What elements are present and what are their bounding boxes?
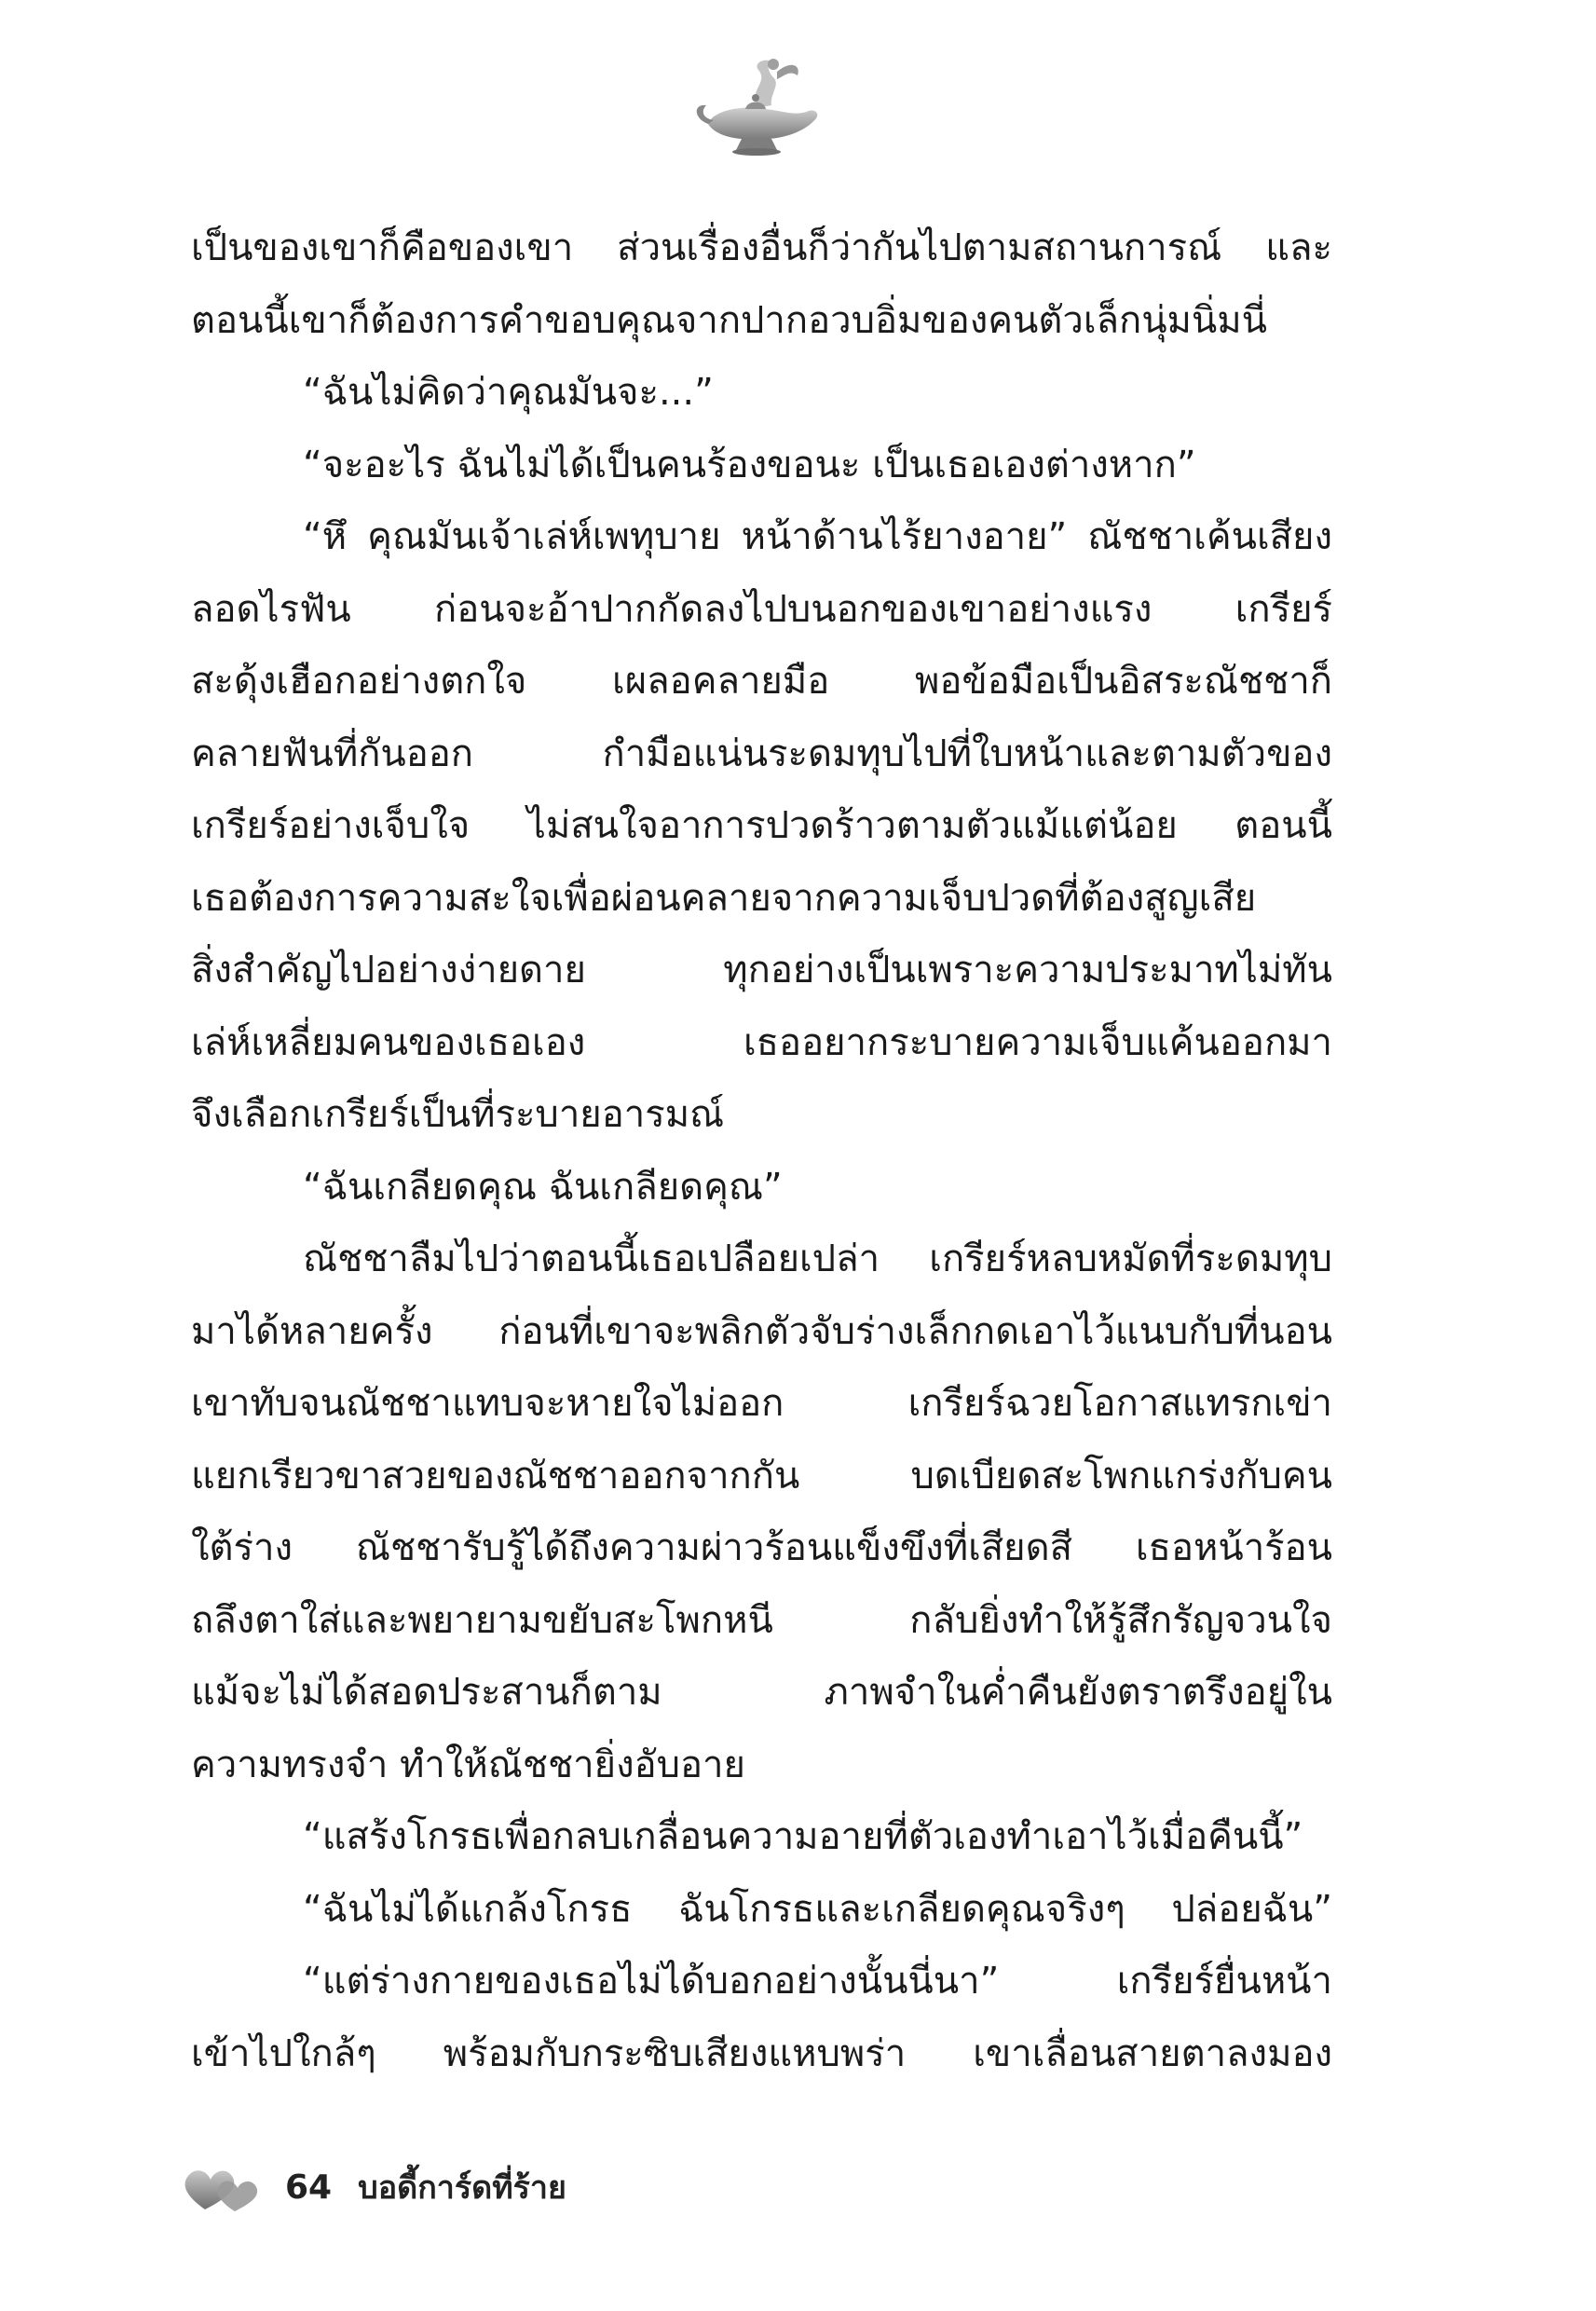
text-line: “ฉันไม่คิดว่าคุณมันจะ...” [303,371,714,414]
text-line: “แต่ร่างกายของเธอไม่ได้บอกอย่างนั้นนี่นา” เกรียร์ยื่นหน้า [303,1960,1332,2003]
text-line: สะดุ้งเฮือกอย่างตกใจ เผลอคลายมือ พอข้อมือเป็นอิสระณัชชาก็ [191,660,1332,703]
page-number: 64 [285,2167,333,2207]
text-line: เกรียร์อย่างเจ็บใจ ไม่สนใจอาการปวดร้าวตามตัวแม้แต่น้อย ตอนนี้ [191,804,1332,847]
text-line: “จะอะไร ฉันไม่ได้เป็นคนร้องขอนะ เป็นเธอเองต่างหาก” [303,443,1196,486]
text-line: แม้จะไม่ได้สอดประสานก็ตาม ภาพจำในค่ำคืนยังตราตรึงอยู่ใน [191,1671,1332,1714]
text-line: มาได้หลายครั้ง ก่อนที่เขาจะพลิกตัวจับร่างเล็กกดเอาไว้แนบกับที่นอน [191,1309,1332,1353]
text-line: ถลึงตาใส่และพยายามขยับสะโพกหนี กลับยิ่งทำให้รู้สึกรัญจวนใจ [191,1598,1332,1642]
text-line: เธอต้องการความสะใจเพื่อผ่อนคลายจากความเจ็บปวดที่ต้องสูญเสีย [191,876,1257,920]
text-line: สิ่งสำคัญไปอย่างง่ายดาย ทุกอย่างเป็นเพราะความประมาทไม่ทัน [191,949,1332,991]
text-line: “ฉันเกลียดคุณ ฉันเกลียดคุณ” [303,1165,783,1209]
text-line: เล่ห์เหลี่ยมคนของเธอเอง เธออยากระบายความเจ็บแค้นออกมา [191,1020,1332,1064]
text-line: เข้าไปใกล้ๆ พร้อมกับกระซิบเสียงแหบพร่า เขาเลื่อนสายตาลงมอง [191,2031,1332,2075]
text-line: แยกเรียวขาสวยของณัชชาออกจากกัน บดเบียดสะโพกแกร่งกับคน [191,1454,1332,1497]
text-line: ลอดไรฟัน ก่อนจะอ้าปากกัดลงไปบนอกของเขาอย่างแรง เกรียร์ [191,587,1332,631]
hearts-icon [177,2157,270,2217]
genie-lamp-icon [680,51,829,163]
text-line: ความทรงจำ ทำให้ณัชชายิ่งอับอาย [191,1743,745,1786]
text-line: “ฉันไม่ได้แกล้งโกรธ ฉันโกรธและเกลียดคุณจริงๆ ปล่อยฉัน” [303,1887,1332,1931]
text-line: ใต้ร่าง ณัชชารับรู้ได้ถึงความผ่าวร้อนแข็งขึงที่เสียดสี เธอหน้าร้อน [191,1526,1332,1569]
text-line: เขาทับจนณัชชาแทบจะหายใจไม่ออก เกรียร์ฉวยโอกาสแทรกเข่า [191,1382,1332,1425]
running-title: บอดี้การ์ดที่ร้าย [358,2169,566,2207]
body-text [191,212,1332,2090]
text-line: จึงเลือกเกรียร์เป็นที่ระบายอารมณ์ [191,1093,725,1136]
text-line: “แสร้งโกรธเพื่อกลบเกลื่อนความอายที่ตัวเองทำเอาไว้เมื่อคืนนี้” [303,1815,1303,1858]
page-footer [177,2154,829,2220]
text-line: ตอนนี้เขาก็ต้องการคำขอบคุณจากปากอวบอิ่มของคนตัวเล็กนุ่มนิ่มนี่ [191,298,1267,342]
text-line: คลายฟันที่กันออก กำมือแน่นระดมทุบไปที่ใบหน้าและตามตัวของ [191,732,1332,775]
text-line: “หึ คุณมันเจ้าเล่ห์เพทุบาย หน้าด้านไร้ยางอาย” ณัชชาเค้นเสียง [303,515,1332,558]
text-line: เป็นของเขาก็คือของเขา ส่วนเรื่องอื่นก็ว่ากันไปตามสถานการณ์ และ [191,226,1332,269]
text-line: ณัชชาลืมไปว่าตอนนี้เธอเปลือยเปล่า เกรียร์หลบหมัดที่ระดมทุบ [303,1238,1332,1280]
